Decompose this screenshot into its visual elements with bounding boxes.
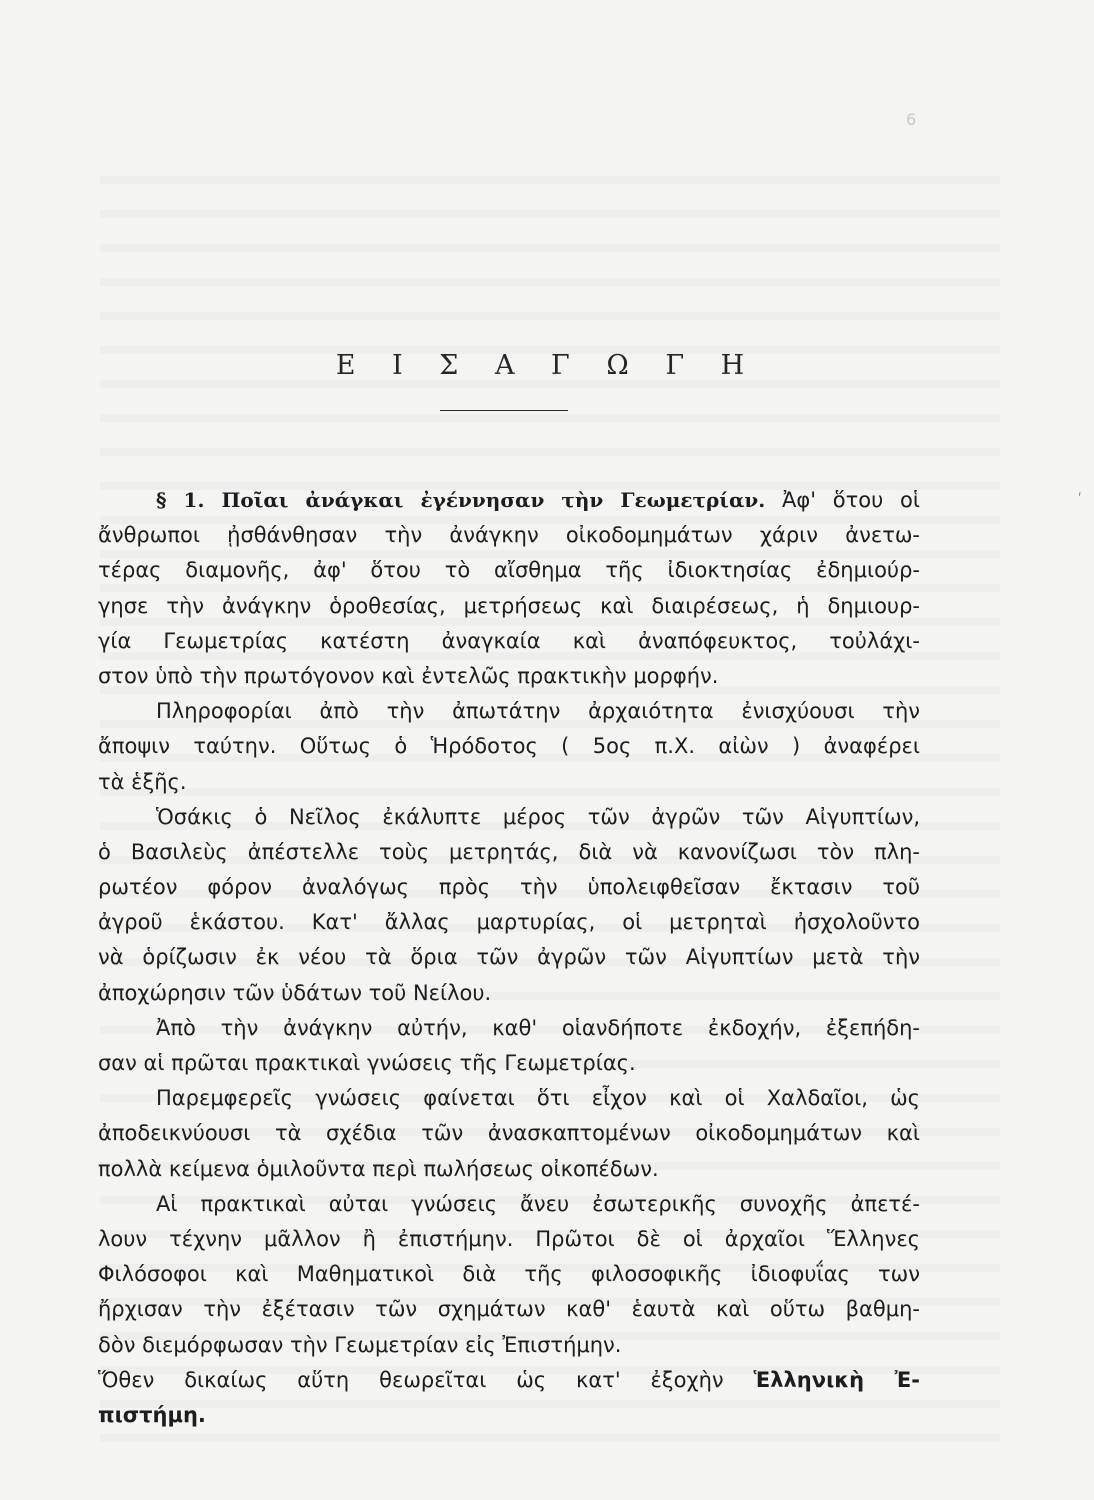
margin-mark: ´ [1073,489,1091,510]
body-text [98,483,920,1433]
paragraph-5-line-3: πολλὰ κείμενα ὁμιλοῦντα περὶ πωλήσεως οἰκοπέδων. [98,1156,659,1181]
paragraph-6-line-2: λουν τέχνην μᾶλλον ἢ ἐπιστήμην. Πρῶτοι δὲ οἱ ἀρχαῖοι Ἕλληνες [98,1226,920,1251]
paragraph-7-line-1-text: Ὅθεν δικαίως αὕτη θεωρεῖται ὡς κατ' ἐξοχὴν [98,1367,724,1392]
paragraph-1-line-5: γία Γεωμετρίας κατέστη ἀναγκαία καὶ ἀναπόφευκτος, τοὐλάχι- [98,628,920,653]
title-underline [440,410,568,411]
paragraph-6-line-4: ἤρχισαν τὴν ἐξέτασιν τῶν σχημάτων καθ' ἑαυτὰ καὶ οὕτω βαθμη- [98,1297,920,1322]
paragraph-1-line-2: ἄνθρωποι ᾐσθάνθησαν τὴν ἀνάγκην οἰκοδομημάτων χάριν ἀνετω- [98,523,920,548]
paragraph-7-line-2 [98,1398,920,1433]
paragraph-6-line-3: Φιλόσοφοι καὶ Μαθηματικοὶ διὰ τῆς φιλοσοφικῆς ἰδιοφυΐας των [98,1262,920,1287]
emphasis-hellenic-science: Ἑλληνικὴ Ἐ- [753,1367,920,1392]
paragraph-6-line-5: δὸν διεμόρφωσαν τὴν Γεωμετρίαν εἰς Ἐπιστήμην. [98,1332,622,1357]
paragraph-4-line-1: Ἀπὸ τὴν ἀνάγκην αὐτήν, καθ' οἱανδήποτε ἐκδοχήν, ἐξεπήδη- [156,1015,920,1040]
section-heading: § 1. Ποῖαι ἀνάγκαι ἐγέννησαν τὴν Γεωμετρίαν. [156,488,766,512]
paragraph-3-line-3: ρωτέον φόρον ἀναλόγως πρὸς τὴν ὑπολειφθεῖσαν ἔκτασιν τοῦ [98,875,920,900]
paragraph-1-line-1-text: Ἀφ' ὅτου οἱ [781,488,920,512]
paragraph-3-line-5: νὰ ὁρίζωσιν ἐκ νέου τὰ ὅρια τῶν ἀγρῶν τῶν Αἰγυπτίων μετὰ τὴν [98,945,920,970]
chapter-title: Ε Ι Σ Α Γ Ω Γ Η [335,350,759,381]
paragraph-5-line-2: ἀποδεικνύουσι τὰ σχέδια τῶν ἀνασκαπτομένων οἰκοδομημάτων καὶ [98,1121,920,1146]
paragraph-6-line-1: Αἱ πρακτικαὶ αὐται γνώσεις ἄνευ ἐσωτερικῆς συνοχῆς ἀπετέ- [156,1191,920,1216]
paragraph-3-line-6: ἀποχώρησιν τῶν ὑδάτων τοῦ Νείλου. [98,980,492,1005]
page-number: 6 [906,110,917,129]
paragraph-1-line-3: τέρας διαμονῆς, ἀφ' ὅτου τὸ αἴσθημα τῆς ἰδιοκτησίας ἐδημιούρ- [98,558,920,583]
emphasis-science-continued: πιστήμη. [98,1402,206,1427]
paragraph-3-line-1: Ὁσάκις ὁ Νεῖλος ἐκάλυπτε μέρος τῶν ἀγρῶν τῶν Αἰγυπτίων, [156,804,920,829]
paragraph-7-line-1 [98,1363,920,1398]
paragraph-3-line-4: ἀγροῦ ἑκάστου. Κατ' ἄλλας μαρτυρίας, οἱ μετρηταὶ ἠσχολοῦντο [98,910,920,935]
paragraph-1-line-1 [156,483,920,518]
paragraph-2-line-1: Πληροφορίαι ἀπὸ τὴν ἀπωτάτην ἀρχαιότητα ἐνισχύουσι τὴν [156,699,920,724]
paragraph-4-line-2: σαν αἱ πρῶται πρακτικαὶ γνώσεις τῆς Γεωμετρίας. [98,1051,636,1075]
paragraph-3-line-2: ὁ Βασιλεὺς ἀπέστελλε τοὺς μετρητάς, διὰ νὰ κανονίζωσι τὸν πλη- [98,839,920,864]
paragraph-1-line-4: γησε τὴν ἀνάγκην ὁροθεσίας, μετρήσεως καὶ διαιρέσεως, ἡ δημιουρ- [98,593,920,618]
paragraph-2-line-2: ἄποψιν ταύτην. Οὕτως ὁ Ἡρόδοτος ( 5ος π.Χ. αἰὼν ) ἀναφέρει [98,734,920,759]
paragraph-1-line-6: στον ὑπὸ τὴν πρωτόγονον καὶ ἐντελῶς πρακτικὴν μορφήν. [98,663,719,688]
paragraph-5-line-1: Παρεμφερεῖς γνώσεις φαίνεται ὅτι εἶχον καὶ οἱ Χαλδαῖοι, ὡς [156,1086,920,1111]
paragraph-2-line-3: τὰ ἑξῆς. [98,769,187,794]
